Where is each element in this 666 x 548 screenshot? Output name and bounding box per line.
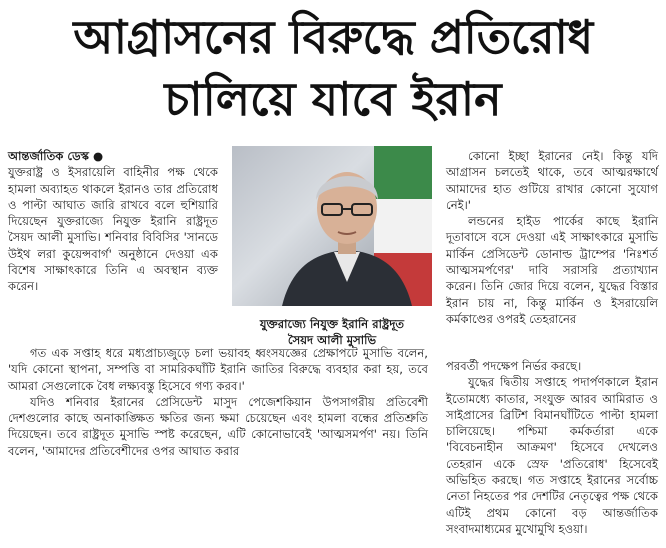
right-paragraph-2: লন্ডনের হাইড পার্কের কাছে ইরানি দূতাবাসে বসে দেওয়া এই সাক্ষাৎকারে মুসাভি মার্কিন প্রেসিডেন্ট ডোনাল্ড ট্রাম্পের 'নিঃশর্ত আত্মসমর্পণের' দাবি সরাসরি প্রত্যাখ্যান করেন। তিনি জোর দিয়ে বলেন, যুদ্ধের বিস্তার ইরান চায় না, কিন্তু মার্কিন ও ইসরায়েলি কর্মকাণ্ডের ওপরই তেহরানের (446, 214, 658, 326)
bottom-left-paragraph-1: গত এক সপ্তাহ ধরে মধ্যপ্রাচ্যজুড়ে চলা ভয়াবহ ধ্বংসযজ্ঞের প্রেক্ষাপটে মুসাভি বলেন, 'যদি কোনো স্থাপনা, সম্পত্তি বা সামরিকঘাঁটি ইরানি জাতির বিরুদ্ধে ব্যবহার করা হয়, তবে আমরা সেগুলোকে বৈধ লক্ষ্যবস্তু হিসেবে গণ্য করব।' (8, 346, 428, 393)
photo-caption (232, 316, 432, 348)
headline-line-2: চালিয়ে যাবে ইরান (164, 72, 502, 126)
bottom-left-column (8, 345, 428, 459)
caption-line-1: যুক্তরাজ্যে নিযুক্ত ইরানি রাষ্ট্রদূত (259, 317, 405, 331)
left-paragraph-1: যুক্তরাষ্ট্র ও ইসরায়েলি বাহিনীর পক্ষ থেকে হামলা অব্যাহত থাকলে ইরানও তার প্রতিরোধ ও পাল্টা আঘাত জারি রাখবে বলে হুশিয়ারি দিয়েছেন যুক্তরাজ্যে নিযুক্ত ইরানি রাষ্ট্রদূত সৈয়দ আলী মুসাভি। শনিবার বিবিসির 'সানডে উইথ লরা কুয়েন্সবার্গ' অনুষ্ঠানে দেওয়া এক বিশেষ সাক্ষাৎকারে তিনি এ অবস্থান ব্যক্ত করেন। (8, 165, 218, 294)
bottom-right-paragraph-2: যুদ্ধের দ্বিতীয় সপ্তাহে পদার্পণকালে ইরান ইতোমধ্যে কাতার, সংযুক্ত আরব আমিরাত ও সাইপ্রাসের ব্রিটিশ বিমানঘাঁটিতে পাল্টা হামলা চালিয়েছে। পশ্চিমা কর্মকর্তারা একে 'বিবেচনাহীন আক্রমণ' হিসেবে দেখলেও তেহরান একে স্রেফ 'প্রতিরোধ' হিসেবেই অভিহিত করছে। গত সপ্তাহে ইরানের সর্বোচ্চ নেতা নিহতের পর দেশটির নেতৃত্বের পক্ষ থেকে এটিই প্রথম কোনো বড় আন্তর্জাতিক সংবাদমাধ্যমের মুখোমুখি হওয়া। (446, 375, 658, 536)
ambassador-photo (232, 146, 432, 306)
headline-line-1: আগ্রাসনের বিরুদ্ধে প্রতিরোধ (73, 10, 593, 64)
right-paragraph-1: কোনো ইচ্ছা ইরানের নেই। কিন্তু যদি আগ্রাসন চলতেই থাকে, তবে আত্মরক্ষার্থে আমাদের হাত গুটিয়ে রাখার কোনো সুযোগ নেই।' (446, 149, 658, 212)
right-column (446, 148, 658, 327)
left-column (8, 148, 218, 295)
caption-line-2: সৈয়দ আলী মুসাভি (287, 333, 377, 347)
bottom-left-paragraph-2: যদিও শনিবার ইরানের প্রেসিডেন্ট মাসুদ পেজেশকিয়ান উপসাগরীয় প্রতিবেশী দেশগুলোর কাছে অনাকাঙ্ক্ষিত ক্ষতির জন্য ক্ষমা চেয়েছেন এবং হামলা বন্ধের প্রতিশ্রুতি দিয়েছেন। তবে রাষ্ট্রদূত মুসাভি স্পষ্ট করেছেন, এটি কোনোভাবেই 'আত্মসমর্পণ' নয়। তিনি বলেন, 'আমাদের প্রতিবেশীদের ওপর আঘাত করার (8, 394, 428, 458)
person-photo-icon (272, 160, 422, 306)
bottom-right-column (446, 358, 658, 537)
dateline: আন্তর্জাতিক ডেস্ক ● (8, 149, 104, 163)
bottom-right-paragraph-1: পরবর্তী পদক্ষেপ নির্ভর করছে। (446, 359, 582, 373)
